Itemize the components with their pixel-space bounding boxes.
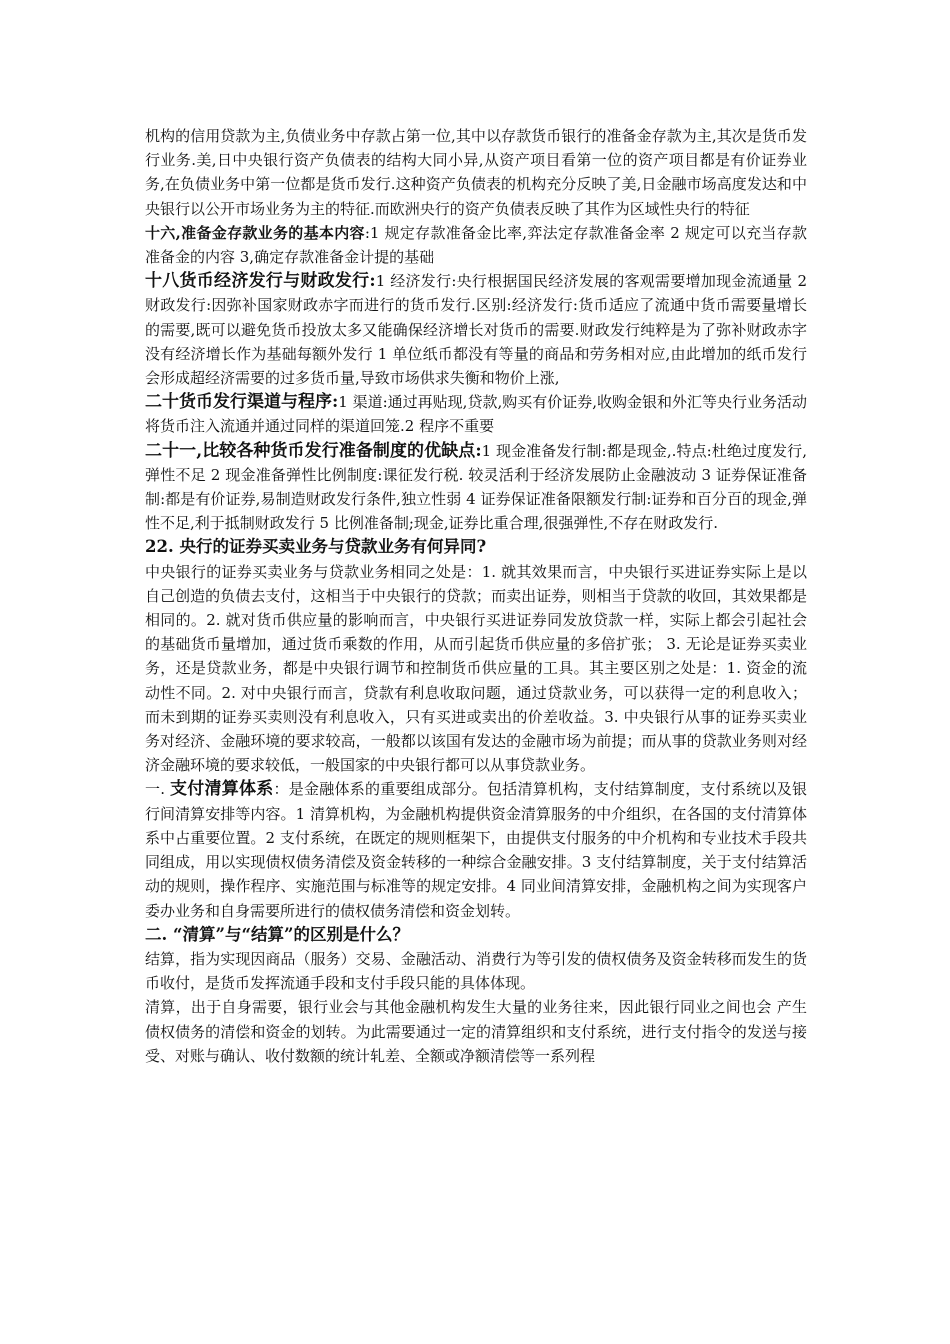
section-16-body: :1 规定存款准备金比率,弈法定存款准备金率 2 规定可以充当存款准备金的内容 3,确定存款准备金计提的基础 <box>145 223 807 267</box>
paragraph-intro: 机构的信用贷款为主,负债业务中存款占第一位,其中以存款货币银行的准备金存款为主,其次是货币发行业务.美,日中央银行资产负债表的结构大同小异,从资产项目看第一位的资产项目都是有价证券业务,在负债业务中第一位都是货币发行.这种资产负债表的机构充分反映了美,日金融市场高度发达和中央银行以公开市场业务为主的特征.而欧洲央行的资产负债表反映了其作为区域性央行的特征 <box>145 127 807 218</box>
document-page <box>145 124 807 1068</box>
section-payment-clearing-body: ：是金融体系的重要组成部分。包括清算机构，支付结算制度，支付系统以及银行间清算安排等内容。1 清算机构，为金融机构提供资金清算服务的中介组织，在各国的支付清算体系中占重要位置。2 支付系统，在既定的规则框架下，由提供支付服务的中介机构和专业技术手段共同组成，用以实现债权债务清偿及资金转移的一种综合金融安排。3 支付结算制度，关于支付结算活动的规则，操作程序、实施范围与标准等的规定安排。4 同业间清算安排，金融机构之间为实现客户委办业务和自身需要所进行的债权债务清偿和资金划转。 <box>145 780 808 920</box>
section-20 <box>145 390 807 438</box>
section-20-body: 1 渠道:通过再贴现,贷款,购买有价证券,收购金银和外汇等央行业务活动将货币注入流通并通过同样的渠道回笼.2 程序不重要 <box>145 393 807 436</box>
section-18-body: 1 经济发行:央行根据国民经济发展的客观需要增加现金流通量 2 财政发行:因弥补国家财政赤字而进行的货币发行.区别:经济发行:货币适应了流通中货币需要量增长的需要,既可以避免货币投放太多又能确保经济增长对货币的需要.财政发行纯粹是为了弥补财政赤字没有经济增长作为基础每额外发行 1 单位纸币都没有等量的商品和劳务相对应,由此增加的纸币发行会形成超经济需要的过多货币量,导致市场供求失衡和物价上涨, <box>145 272 807 388</box>
section-payment-clearing-prefix: 一. <box>145 780 171 799</box>
section-20-heading: 二十货币发行渠道与程序: <box>145 392 339 413</box>
section-21-body: 1 现金准备发行制:都是现金,.特点:杜绝过度发行,弹性不足 2 现金准备弹性比例制度:课征发行税. 较灵活利于经济发展防止金融波动 3 证券保证准备制:都是有价证券,易制造财政发行条件,独立性弱 4 证券保证准备限额发行制:证券和百分百的现金,弹性不足,利于抵制财政发行 5 比例准备制;现金,证券比重合理,很强弹性,不存在财政发行. <box>145 441 807 533</box>
section-18 <box>145 269 807 390</box>
question-22-body: 中央银行的证券买卖业务与贷款业务相同之处是：1. 就其效果而言，中央银行买进证券实际上是以自己创造的负债去支付，这相当于中央银行的贷款；而卖出证券，则相当于贷款的收回，其效果都是相同的。2. 就对货币供应量的影响而言，中央银行买进证券同发放贷款一样，实际上都会引起社会的基础货币量增加，通过货币乘数的作用，从而引起货币供应量的多倍扩张； 3. 无论是证券买卖业务，还是贷款业务，都是中央银行调节和控制货币供应量的工具。其主要区别之处是：1. 资金的流动性不同。2. 对中央银行而言，贷款有利息收取问题，通过贷款业务，可以获得一定的利息收入；而未到期的证券买卖则没有利息收入，只有买进或卖出的价差收益。3. 中央银行从事的证券买卖业务对经济、金融环境的要求较高，一般都以该国有发达的金融市场为前提；而从事的贷款业务则对经济金融环境的要求较低，一般国家的中央银行都可以从事贷款业务。 <box>145 562 807 775</box>
question-22-title: 22. 央行的证券买卖业务与贷款业务有何异同? <box>145 537 487 557</box>
section-16-heading: 十六,准备金存款业务的基本内容 <box>145 223 365 242</box>
clearing-paragraph: 清算，出于自身需要，银行业会与其他金融机构发生大量的业务往来，因此银行同业之间也会 产生债权债务的清偿和资金的划转。为此需要通过一定的清算组织和支付系统，进行支付指令的发送与接受、对账与确认、收付数额的统计轧差、全额或净额清偿等一系列程 <box>145 998 807 1065</box>
clearing-vs-settlement-title: 二. “清算”与“结算”的区别是什么？ <box>145 924 409 944</box>
section-21 <box>145 439 807 536</box>
section-payment-clearing <box>145 777 807 922</box>
section-payment-clearing-heading: 支付清算体系 <box>170 779 274 800</box>
section-18-heading: 十八货币经济发行与财政发行: <box>145 271 376 292</box>
section-16 <box>145 221 807 269</box>
section-21-heading: 二十一,比较各种货币发行准备制度的优缺点: <box>145 440 482 461</box>
settlement-paragraph: 结算，指为实现因商品（服务）交易、金融活动、消费行为等引发的债权债务及资金转移而发生的货币收付，是货币发挥流通手段和支付手段只能的具体体现。 <box>145 949 807 993</box>
